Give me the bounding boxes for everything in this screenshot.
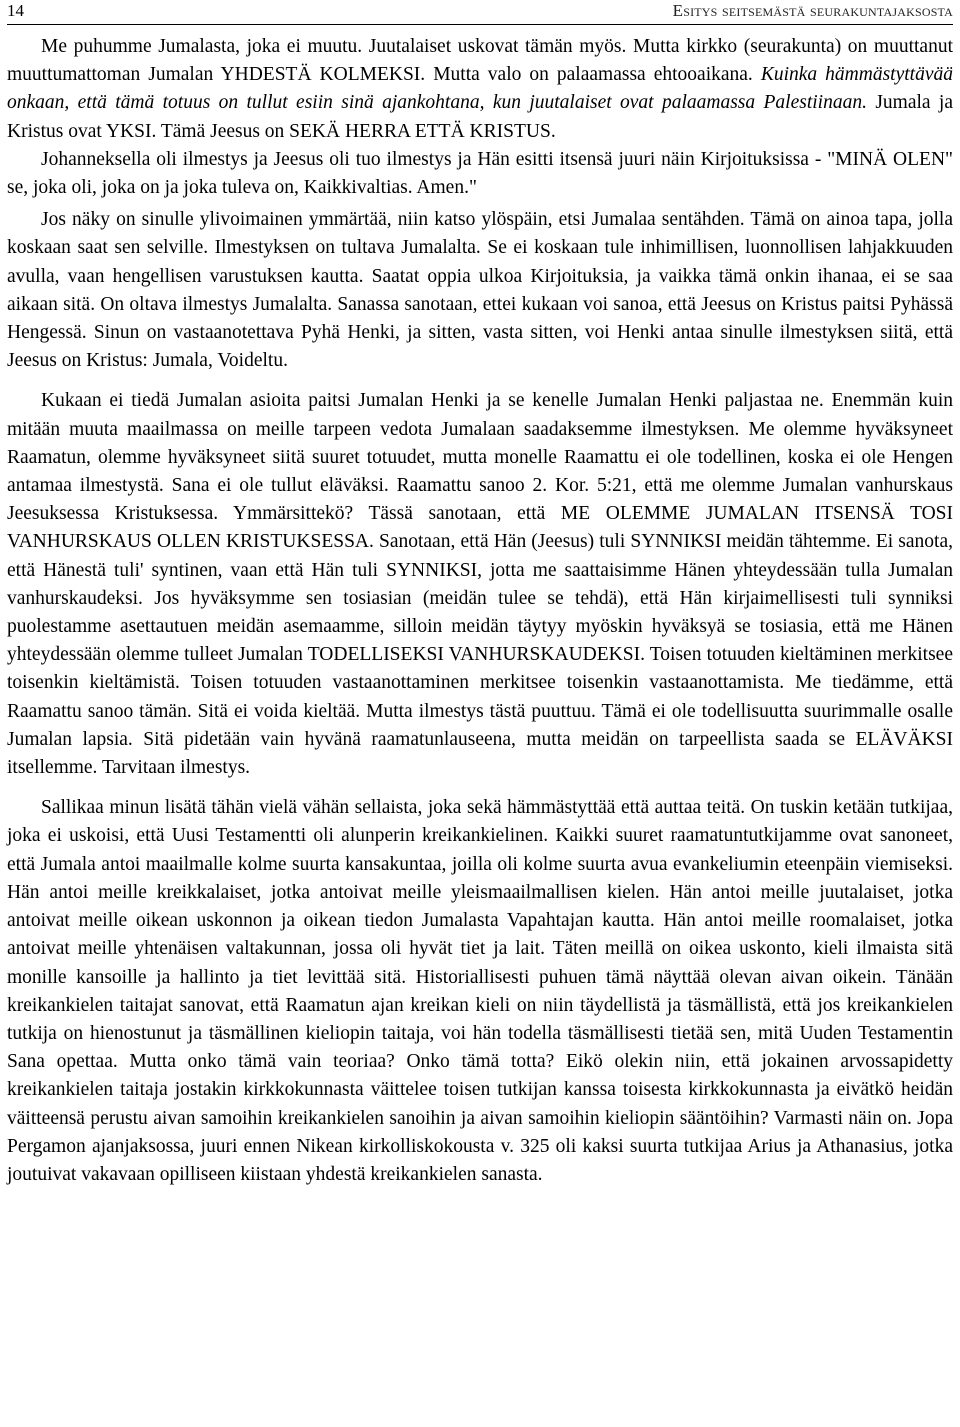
paragraph-1-part2: Jumala ja Kristus ovat YKSI. Tämä Jeesus on SEKÄ HERRA ETTÄ KRISTUS.: [7, 92, 953, 142]
page-header: [7, 0, 953, 25]
body-text: [7, 33, 953, 1189]
paragraph-1: [7, 33, 953, 146]
paragraph-2: Johanneksella oli ilmestys ja Jeesus oli tuo ilmestys ja Hän esitti itsensä juuri näin Kirjoituksissa - "MINÄ OLEN" se, joka oli, joka on ja joka tuleva on, Kaikkivaltias. Amen.": [7, 148, 953, 199]
paragraph-3: Jos näky on sinulle ylivoimainen ymmärtää, niin katso ylöspäin, etsi Jumalaa sentähden. Tämä on ainoa tapa, jolla koskaan saat sen selville. Ilmestyksen on tultava Jumalalta. Se ei koskaan tule inhimillisen, luonnollisen lahjakkuuden avulla, vaan hengellisen varustuksen kautta. Saatat oppia ulkoa Kirjoituksia, ja vaikka tämä onkin ihanaa, ei se saa aikaan sitä. On oltava ilmestys Jumalalta. Sanassa sanotaan, ettei kukaan voi sanoa, että Jeesus on Kristus paitsi Pyhässä Hengessä. Sinun on vastaanotettava Pyhä Henki, ja sitten, vasta sitten, voi Henki antaa sinulle ilmestyksen siitä, että Jeesus on Kristus: Jumala, Voideltu.: [7, 209, 953, 372]
page-number: 14: [7, 1, 24, 20]
paragraph-5: Sallikaa minun lisätä tähän vielä vähän sellaista, joka sekä hämmästyttää että auttaa teitä. On tuskin ketään tutkijaa, joka ei uskoisi, että Uusi Testamentti oli alunperin kreikankielinen. Kaikki suuret raamatuntutkijamme ovat sanoneet, että Jumala antoi maailmalle kolme suurta kansakuntaa, joilla oli kolme suurta avua evankeliumin eteenpäin viemiseksi. Hän antoi meille kreikkalaiset, jotka antoivat meille yleismaailmallisen kielen. Hän antoi meille juutalaiset, jotka antoivat meille oikean uskonnon ja oikean tiedon Jumalasta Vapahtajan kautta. Hän antoi meille roomalaiset, jotka antoivat meille yhtenäisen valtakunnan, jossa oli hyvät tiet ja lait. Täten meillä on oikea uskonto, kieli ilmaista sitä monille kansoille ja hallinto ja tiet levittää sitä. Historiallisesti puhuen tämä näyttää olevan aivan oikein. Tänään kreikankielen taitajat sanovat, että Raamatun ajan kreikan kieli on niin täydellistä ja täsmällistä, että jos kreikankielen tutkija on hienostunut ja täsmällinen kieliopin taitaja, voi hän todella täsmällisesti tietää sen, mitä Uuden Testamentin Sana opettaa. Mutta onko tämä vain teoriaa? Onko tämä totta? Eikö olekin niin, että jokainen arvossapidetty kreikankielen taitaja jostakin kirkkokunnasta väittelee toisen tutkijan kanssa toisesta kirkkokunnasta ja eivätkö heidän väitteensä perustu aivan samoihin kreikankielen sanoihin ja aivan samoihin kieliopin sääntöihin? Varmasti näin on. Jopa Pergamon ajanjaksossa, juuri ennen Nikean kirkolliskokousta v. 325 oli kaksi suurta tutkijaa Arius ja Athanasius, jotka joutuivat vakavaan opilliseen kiistaan yhdestä kreikankielen sanasta.: [7, 797, 953, 1185]
paragraph-1-italic: Kuinka hämmästyttävää onkaan, että tämä totuus on tullut esiin sinä ajankohtana, kun juutalaiset ovat palaamassa Palestiinaan.: [7, 64, 953, 114]
paragraph-4: Kukaan ei tiedä Jumalan asioita paitsi Jumalan Henki ja se kenelle Jumalan Henki paljastaa ne. Enemmän kuin mitään muuta maailmassa on meille tarpeen vedota Jumalaan saadaksemme ilmestyksen. Me olemme hyväksyneet Raamatun, olemme hyväksyneet siitä suuret totuudet, mutta monelle Raamattu ei ole todellinen, koska ei ole Hengen antamaa ilmestystä. Sana ei ole tullut eläväksi. Raamattu sanoo 2. Kor. 5:21, että me olemme Jumalan vanhurskaus Jeesuksessa Kristuksessa. Ymmärsittekö? Tässä sanotaan, että ME OLEMME JUMALAN ITSENSÄ TOSI VANHURSKAUS OLLEN KRISTUKSESSA. Sanotaan, että Hän (Jeesus) tuli SYNNIKSI meidän tähtemme. Ei sanota, että Hänestä tuli' syntinen, vaan että Hän tuli SYNNIKSI, jotta me saattaisimme Hänen yhteydessään tulla Jumalan vanhurskaudeksi. Jos hyväksymme sen tosiasian (meidän tulee se tehdä), että Hän kirjaimellisesti tuli synniksi puolestamme asettautuen meidän asemaamme, silloin meidän täytyy myöskin hyväksyä se tosiasia, että me Hänen yhteydessään olemme tulleet Jumalan TODELLISEKSI VANHURSKAUDEKSI. Toisen totuuden kieltäminen merkitsee toisenkin kieltämistä. Toisen totuuden vastaanottaminen merkitsee toisenkin vastaanottamista. Me tiedämme, että Raamattu sanoo tämän. Sitä ei voida kieltää. Mutta ilmestys tästä puuttuu. Tämä ei ole todellisuutta suurimmalle osalle Jumalan lapsia. Sitä pidetään vain hyvänä raamatunlauseena, mutta meidän on tarpeellista saada se ELÄVÄKSI itsellemme. Tarvitaan ilmestys.: [7, 390, 953, 779]
paragraph-1-part1: Me puhumme Jumalasta, joka ei muutu. Juutalaiset uskovat tämän myös. Mutta kirkko (seurakunta) on muuttanut muuttumattoman Jumalan YHDESTÄ KOLMEKSI. Mutta valo on palaamassa ehtooaikana.: [7, 36, 953, 86]
running-title: Esitys seitsemästä seurakuntajaksosta: [672, 1, 953, 20]
